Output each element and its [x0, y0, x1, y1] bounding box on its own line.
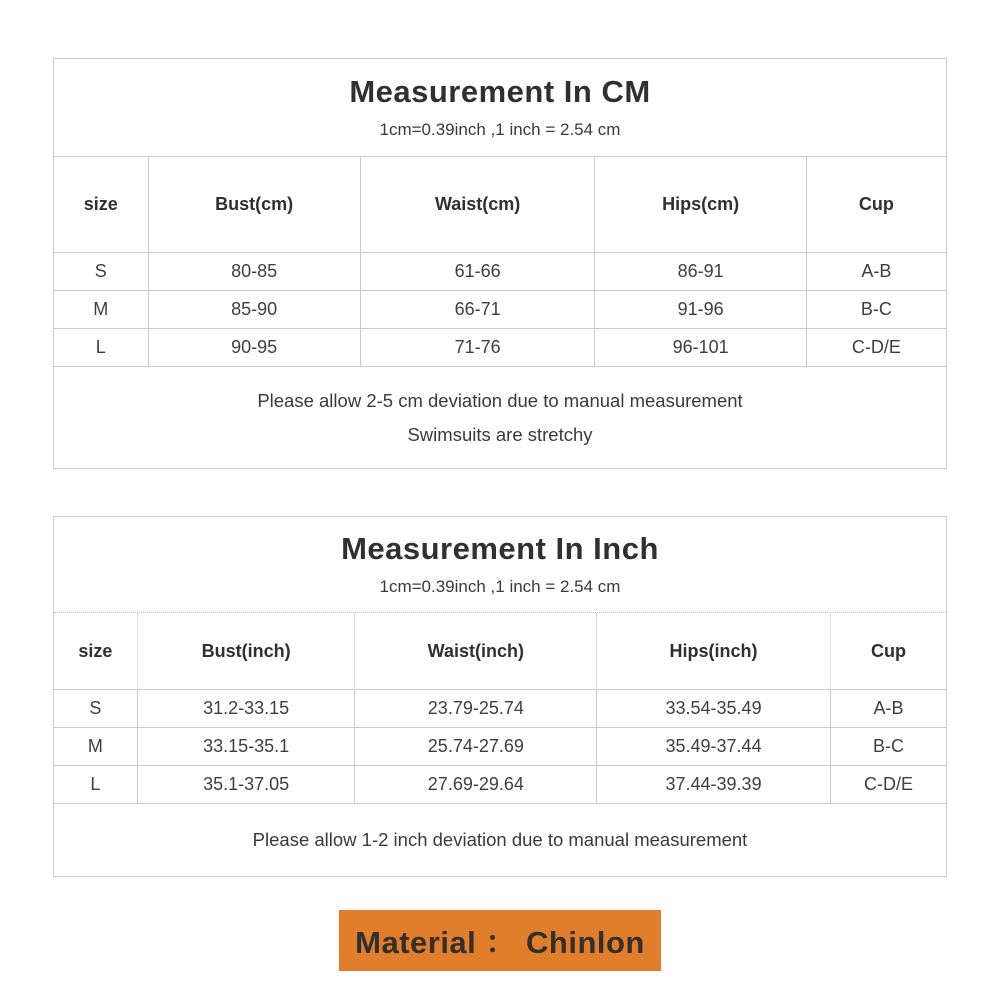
inch-header-row [54, 613, 946, 690]
bust-cell: 33.15-35.1 [138, 728, 356, 766]
material-section [0, 910, 1000, 971]
waist-cell: 27.69-29.64 [355, 766, 597, 804]
inch-row-l [54, 766, 946, 804]
inch-table-title: Measurement In Inch [341, 530, 659, 566]
note-line: Please allow 2-5 cm deviation due to manual measurement [257, 389, 743, 411]
hips-cell: 37.44-39.39 [597, 766, 831, 804]
cm-table-notes [54, 367, 946, 468]
size-cell: S [54, 690, 138, 728]
bust-cell: 85-90 [149, 291, 361, 329]
inch-header-hips: Hips(inch) [597, 613, 831, 690]
hips-cell: 86-91 [595, 253, 806, 291]
cup-cell: C-D/E [807, 329, 946, 367]
cm-row-l [54, 329, 946, 367]
cup-cell: A-B [831, 690, 946, 728]
measurement-cm-table [53, 58, 947, 469]
note-line: Please allow 1-2 inch deviation due to manual measurement [252, 829, 748, 850]
bust-cell: 90-95 [149, 329, 361, 367]
note-line: Swimsuits are stretchy [407, 423, 593, 445]
size-cell: L [54, 329, 149, 367]
cm-header-waist: Waist(cm) [361, 157, 596, 253]
size-cell: M [54, 728, 138, 766]
size-cell: L [54, 766, 138, 804]
hips-cell: 96-101 [595, 329, 806, 367]
cm-header-bust: Bust(cm) [149, 157, 361, 253]
cm-header-cup: Cup [807, 157, 946, 253]
cup-cell: B-C [807, 291, 946, 329]
inch-table-subtitle: 1cm=0.39inch ,1 inch = 2.54 cm [379, 576, 621, 596]
cm-table-title-block [54, 59, 946, 157]
material-label: Material ： Chinlon [339, 910, 661, 971]
inch-table-notes [54, 804, 946, 876]
inch-table-title-block [54, 517, 946, 613]
size-cell: S [54, 253, 149, 291]
inch-row-s [54, 690, 946, 728]
inch-header-waist: Waist(inch) [355, 613, 597, 690]
cup-cell: A-B [807, 253, 946, 291]
waist-cell: 66-71 [361, 291, 596, 329]
measurement-inch-table [53, 516, 947, 877]
size-cell: M [54, 291, 149, 329]
inch-header-bust: Bust(inch) [138, 613, 356, 690]
cm-row-m [54, 291, 946, 329]
bust-cell: 35.1-37.05 [138, 766, 356, 804]
waist-cell: 61-66 [361, 253, 596, 291]
cm-header-size: size [54, 157, 149, 253]
cup-cell: C-D/E [831, 766, 946, 804]
cup-cell: B-C [831, 728, 946, 766]
cm-header-hips: Hips(cm) [595, 157, 806, 253]
cm-table-title: Measurement In CM [349, 73, 651, 109]
bust-cell: 80-85 [149, 253, 361, 291]
waist-cell: 23.79-25.74 [355, 690, 597, 728]
waist-cell: 71-76 [361, 329, 596, 367]
hips-cell: 91-96 [595, 291, 806, 329]
inch-row-m [54, 728, 946, 766]
cm-row-s [54, 253, 946, 291]
inch-header-cup: Cup [831, 613, 946, 690]
waist-cell: 25.74-27.69 [355, 728, 597, 766]
cm-table-subtitle: 1cm=0.39inch ,1 inch = 2.54 cm [379, 119, 621, 139]
bust-cell: 31.2-33.15 [138, 690, 356, 728]
cm-header-row [54, 157, 946, 253]
inch-header-size: size [54, 613, 138, 690]
hips-cell: 33.54-35.49 [597, 690, 831, 728]
hips-cell: 35.49-37.44 [597, 728, 831, 766]
